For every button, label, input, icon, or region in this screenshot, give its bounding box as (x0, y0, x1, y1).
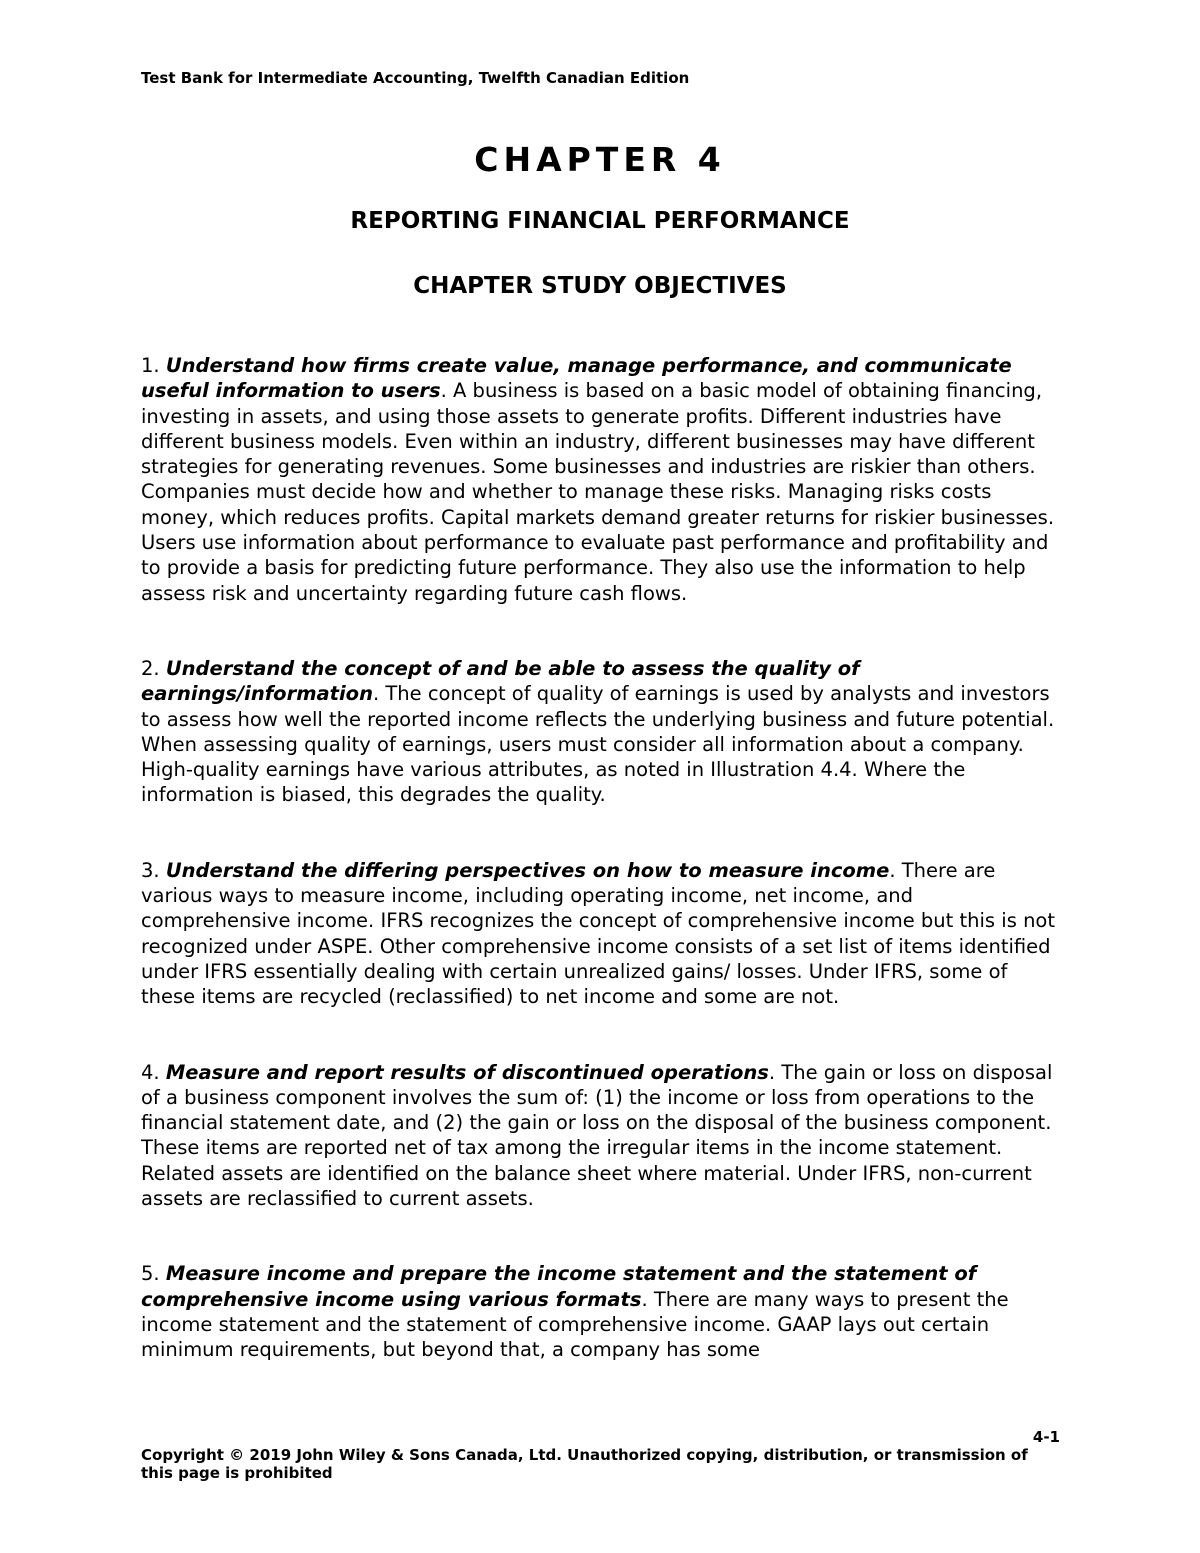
objective-title: Understand the concept of and be able to assess the quality of earnings/information (141, 656, 860, 706)
objective-body: . A business is based on a basic model of obtaining financing, investing in assets, and using those assets to generate profits. Different industries have different business models. Even within an industry, different businesses may have different strategies for generating revenues. Some businesses and industries are riskier than others. Companies must decide how and whether to manage these risks. Managing risks costs money, which reduces profits. Capital markets demand greater returns for riskier businesses. Users use information about performance to evaluate past performance and profitability and to provide a basis for predicting future performance. They also use the information to help assess risk and uncertainty regarding future cash flows. (141, 379, 1055, 605)
objective-title: Understand how firms create value, manage performance, and communicate useful information to users (141, 354, 1012, 403)
copyright-footer: Copyright © 2019 John Wiley & Sons Canada, Ltd. Unauthorized copying, distribution, or transmission of this page is prohibited (141, 1446, 1028, 1482)
objective-3 (141, 858, 1063, 1010)
running-header: Test Bank for Intermediate Accounting, Twelfth Canadian Edition (141, 69, 690, 87)
objective-1 (141, 353, 1063, 606)
objective-number: 1. (141, 354, 166, 377)
objective-body: . There are various ways to measure income, including operating income, net income, and comprehensive income. IFRS recognizes the concept of comprehensive income but this is not recognized under ASPE. Other comprehensive income consists of a set list of items identified under IFRS essentially dealing with certain unrealized gains/ losses. Under IFRS, some of these items are recycled (reclassified) to net income and some are not. (141, 858, 1056, 1009)
objective-title: Measure income and prepare the income statement and the statement of comprehensive income using various formats (141, 1262, 977, 1311)
objective-2 (141, 656, 1063, 808)
chapter-title: CHAPTER 4 (474, 140, 726, 179)
objective-number: 2. (141, 656, 166, 680)
objective-5 (141, 1261, 1063, 1362)
objective-title: Measure and report results of discontinued operations (165, 1060, 769, 1084)
objective-body: . The concept of quality of earnings is used by analysts and investors to assess how well the reported income reflects the underlying business and future potential. When assessing quality of earnings, users must consider all information about a company. High-quality earnings have various attributes, as noted in Illustration 4.4. Where the information is biased, this degrades the quality. (141, 682, 1055, 807)
page-number: 4-1 (1032, 1428, 1060, 1446)
objective-body: . There are many ways to present the income statement and the statement of comprehensive income. GAAP lays out certain minimum requirements, but beyond that, a company has some (141, 1287, 1009, 1362)
objectives-heading: CHAPTER STUDY OBJECTIVES (413, 273, 787, 299)
objective-title: Understand the differing perspectives on how to measure income (165, 858, 890, 882)
objectives-list (141, 353, 1063, 1413)
objective-number: 3. (141, 858, 166, 882)
objective-4 (141, 1060, 1063, 1212)
chapter-subtitle: REPORTING FINANCIAL PERFORMANCE (350, 208, 850, 234)
objective-number: 5. (141, 1262, 166, 1286)
objective-body: . The gain or loss on disposal of a business component involves the sum of: (1) the income or loss from operations to the financial statement date, and (2) the gain or loss on the disposal of the business component. These items are reported net of tax among the irregular items in the income statement. Related assets are identified on the balance sheet where material. Under IFRS, non-current assets are reclassified to current assets. (141, 1060, 1053, 1211)
objective-number: 4. (141, 1060, 166, 1084)
